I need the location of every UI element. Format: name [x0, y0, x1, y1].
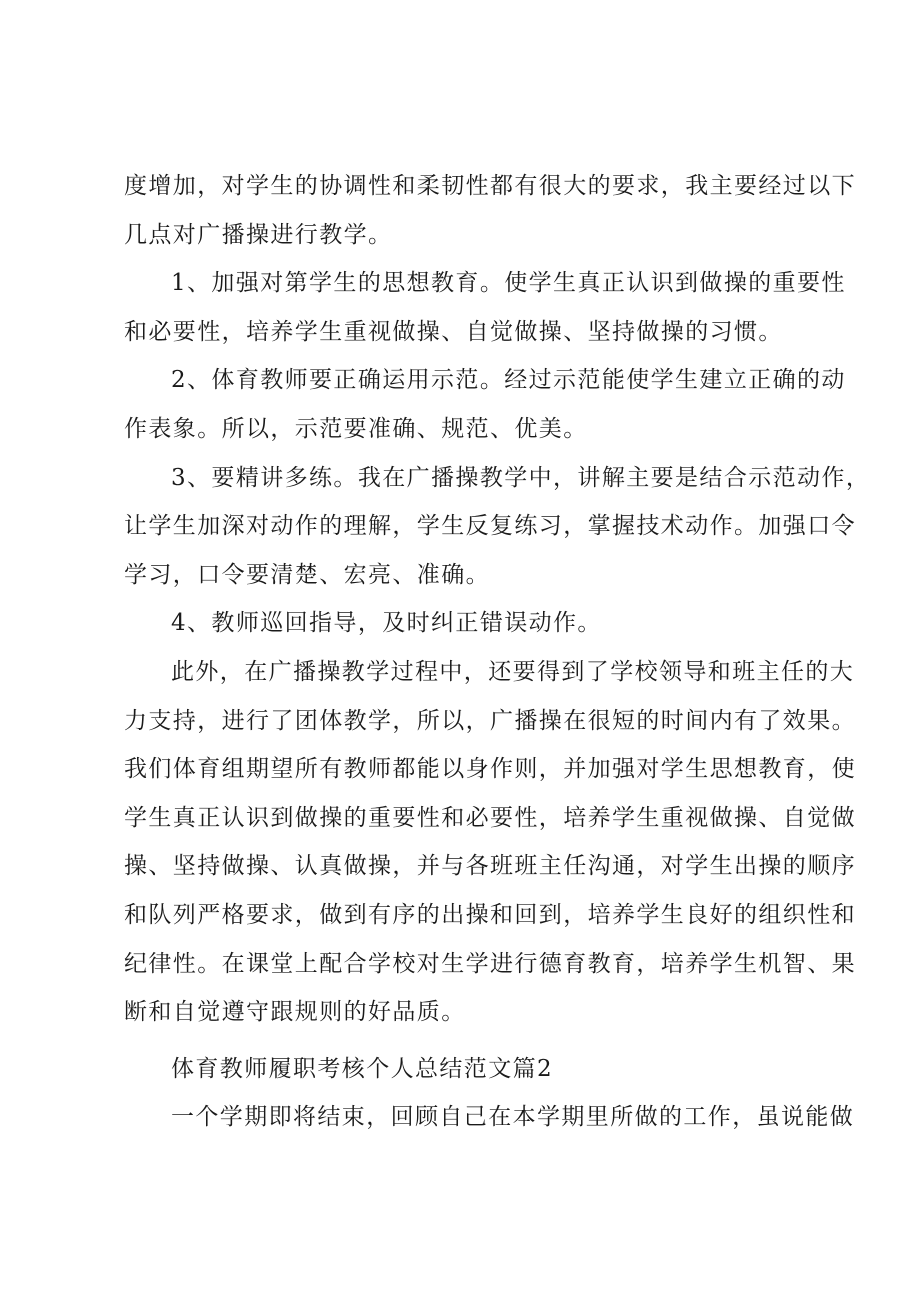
paragraph-point-1: [0, 259, 920, 356]
text-line: 度增加，对学生的协调性和柔韧性都有很大的要求，我主要经过以下: [124, 173, 856, 199]
paragraph-summary: [0, 648, 920, 1037]
paragraph-intro-continuation: [0, 162, 920, 259]
text-line: 学生真正认识到做操的重要性和必要性，培养学生重视做操、自觉做: [124, 804, 856, 831]
text-line: 作表象。所以，示范要准确、规范、优美。: [124, 415, 588, 442]
text-line: 4、教师巡回指导，及时纠正错误动作。: [171, 610, 602, 637]
section-heading: [0, 1045, 920, 1094]
text-line: 2、体育教师要正确运用示范。经过示范能使学生建立正确的动: [171, 367, 846, 394]
text-line: 学习，口令要清楚、宏亮、准确。: [124, 561, 490, 588]
paragraph-point-3: [0, 454, 920, 600]
text-line: 我们体育组期望所有教师都能以身作则，并加强对学生思想教育，使: [124, 756, 856, 783]
text-line: 操、坚持做操、认真做操，并与各班班主任沟通，对学生出操的顺序: [124, 853, 856, 880]
text-line: 几点对广播操进行教学。: [124, 221, 393, 248]
text-line: 纪律性。在课堂上配合学校对生学进行德育教育，培养学生机智、果: [124, 950, 856, 977]
paragraph-point-2: [0, 356, 920, 453]
text-line: 断和自觉遵守跟规则的好品质。: [124, 999, 466, 1026]
text-line: 和必要性，培养学生重视做操、自觉做操、坚持做操的习惯。: [124, 318, 783, 345]
text-line: 3、要精讲多练。我在广播操教学中，讲解主要是结合示范动作，: [171, 464, 871, 491]
text-line: 力支持，进行了团体教学，所以，广播操在很短的时间内有了效果。: [124, 707, 856, 734]
text-line: 让学生加深对动作的理解，学生反复练习，掌握技术动作。加强口令: [124, 513, 856, 540]
paragraph-point-4: [0, 599, 920, 648]
document-body: [0, 162, 920, 1142]
text-line: 1、加强对第学生的思想教育。使学生真正认识到做操的重要性: [171, 270, 846, 297]
paragraph-next: [0, 1093, 920, 1142]
text-line: 和队列严格要求，做到有序的出操和回到，培养学生良好的组织性和: [124, 901, 856, 928]
section-heading-text: 体育教师履职考核个人总结范文篇2: [171, 1055, 554, 1082]
text-line: 此外，在广播操教学过程中，还要得到了学校领导和班主任的大: [171, 658, 855, 685]
text-line: 一个学期即将结束，回顾自己在本学期里所做的工作，虽说能做: [171, 1104, 855, 1131]
